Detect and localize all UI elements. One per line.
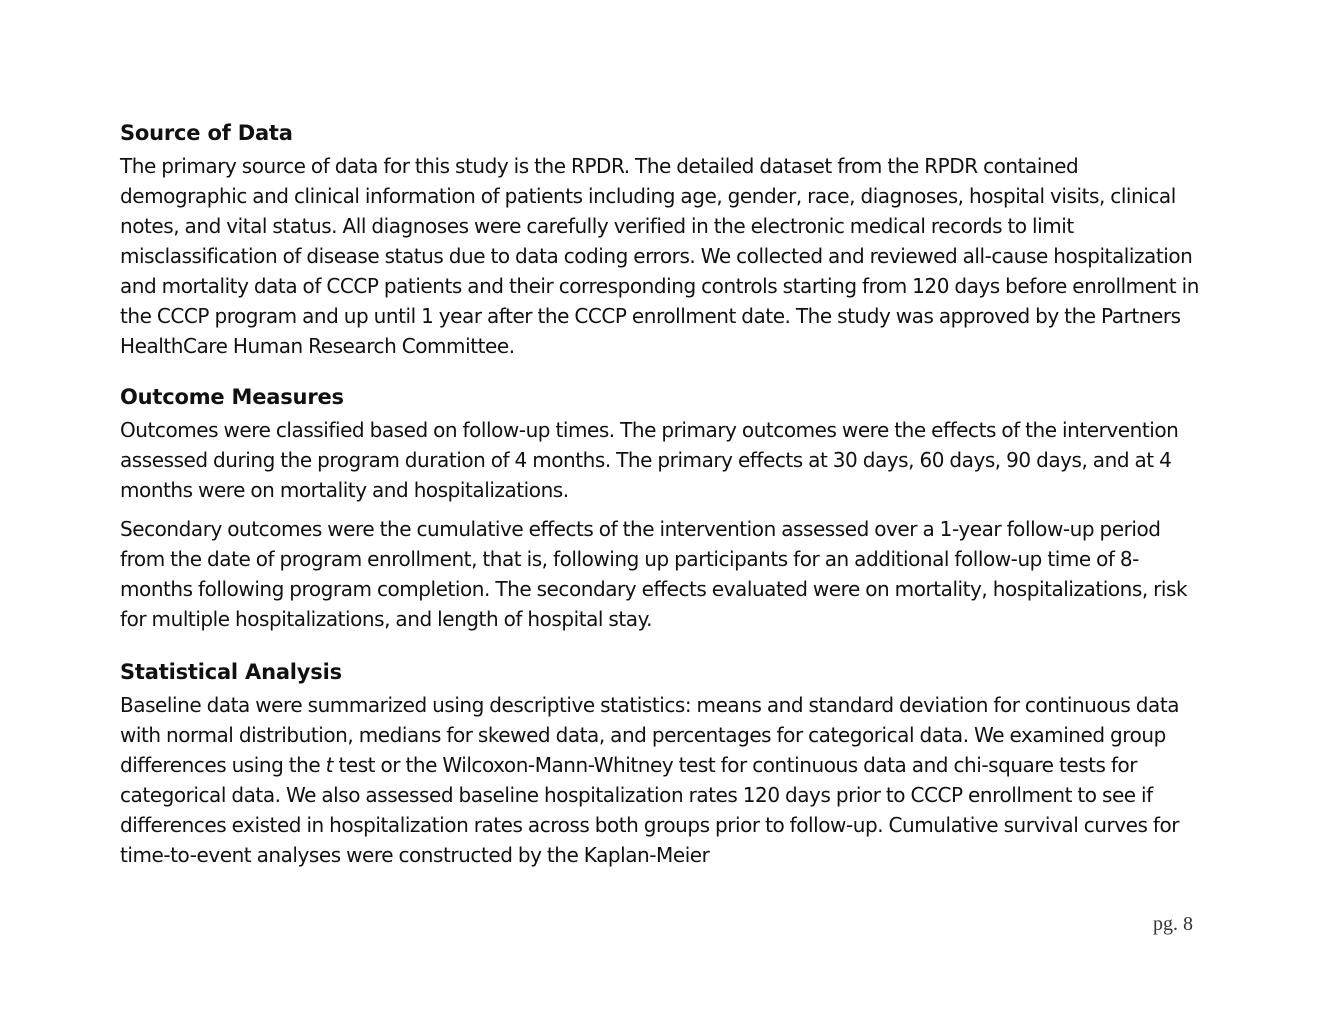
italic-term: t [325, 753, 334, 777]
paragraph: Outcomes were classified based on follow-up times. The primary outcomes were the effects of the intervention assessed during the program duration of 4 months. The primary effects at 30 days, 60 days, 90 days, and at 4 months were on mortality and hospitalizations. [120, 418, 1179, 502]
paragraph-text: test or the Wilcoxon-Mann-Whitney test for continuous data and chi-square tests for categorical data. We also assessed baseline hospitalization rates 120 days prior to CCCP enrollment to see if differences existed in hospitalization rates across both groups prior to follow-up. Cumulative survival curves for time-to-event analyses were constructed by the Kaplan-Meier [120, 753, 1180, 867]
section-heading: Source of Data [120, 121, 293, 145]
section-outcome-measures [120, 382, 1205, 634]
section-heading: Statistical Analysis [120, 660, 342, 684]
section-statistical-analysis [120, 657, 1205, 870]
section-source-of-data [120, 118, 1205, 361]
paragraph [120, 690, 1205, 870]
page-number: pg. 8 [1153, 913, 1193, 935]
paragraph: Secondary outcomes were the cumulative effects of the intervention assessed over a 1-year follow-up period from the date of program enrollment, that is, following up participants for an additional follow-up time of 8-months following program completion. The secondary effects evaluated were on mortality, hospitalizations, risk for multiple hospitalizations, and length of hospital stay. [120, 517, 1188, 631]
paragraph-text: Baseline data were summarized using descriptive statistics: means and standard deviation for continuous data with normal distribution, medians for skewed data, and percentages for categorical data. We examined group differences using the [120, 693, 1180, 777]
document-page [120, 118, 1205, 891]
paragraph: The primary source of data for this study is the RPDR. The detailed dataset from the RPDR contained demographic and clinical information of patients including age, gender, race, diagnoses, hospital visits, clinical notes, and vital status. All diagnoses were carefully verified in the electronic medical records to limit misclassification of disease status due to data coding errors. We collected and reviewed all-cause hospitalization and mortality data of CCCP patients and their corresponding controls starting from 120 days before enrollment in the CCCP program and up until 1 year after the CCCP enrollment date. The study was approved by the Partners HealthCare Human Research Committee. [120, 154, 1199, 358]
section-heading: Outcome Measures [120, 385, 344, 409]
